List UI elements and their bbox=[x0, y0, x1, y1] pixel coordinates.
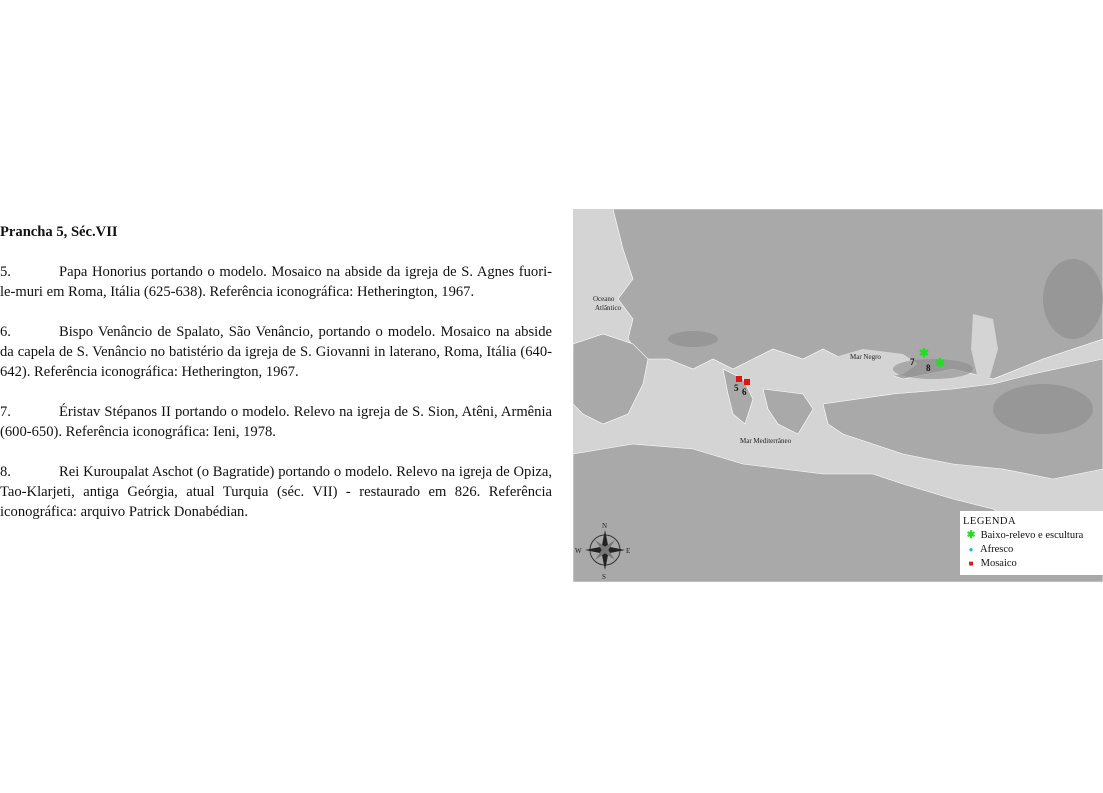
entry-number: 5. bbox=[0, 264, 11, 280]
compass-n: N bbox=[602, 522, 608, 530]
compass-e: E bbox=[626, 547, 631, 555]
legend-title: LEGENDA bbox=[963, 516, 1017, 527]
asterisk-icon: ✱ bbox=[966, 530, 976, 541]
entry-number: 6. bbox=[0, 324, 11, 340]
label-atlantic-2: Atlântico bbox=[595, 304, 622, 312]
marker-5-label: 5 bbox=[734, 383, 739, 393]
entry-7 bbox=[0, 402, 552, 442]
compass-w: W bbox=[575, 547, 582, 555]
label-mediterranean: Mar Mediterrâneo bbox=[740, 437, 792, 445]
entry-text: Papa Honorius portando o modelo. Mosaico na abside da igreja de S. Agnes fuori-le-muri em Roma, Itália (625-638). Referência iconográfica: Hetherington, 1967. bbox=[0, 264, 552, 300]
square-icon: ■ bbox=[968, 559, 974, 568]
plate-title: Prancha 5, Séc.VII bbox=[0, 224, 118, 240]
marker-8-label: 8 bbox=[926, 363, 931, 373]
legend-label: Mosaico bbox=[980, 558, 1017, 569]
marker-7-relief: ✱ bbox=[919, 346, 930, 360]
compass-s: S bbox=[602, 573, 606, 581]
label-atlantic-1: Oceano bbox=[593, 295, 615, 303]
entry-number: 7. bbox=[0, 404, 11, 420]
marker-7-label: 7 bbox=[910, 357, 915, 367]
marker-6-mosaic bbox=[744, 379, 750, 385]
legend-item-mosaic bbox=[964, 557, 1103, 571]
dot-icon: ● bbox=[968, 545, 974, 554]
entry-6 bbox=[0, 322, 552, 382]
map-figure bbox=[573, 209, 1103, 582]
map-legend bbox=[960, 511, 1103, 575]
legend-label: Baixo-relevo e escultura bbox=[980, 530, 1084, 541]
entry-number: 8. bbox=[0, 464, 11, 480]
legend-item-fresco bbox=[964, 543, 1103, 557]
entry-text: Éristav Stépanos II portando o modelo. Relevo na igreja de S. Sion, Atêni, Armênia (600-650). Referência iconográfica: Ieni, 1978. bbox=[0, 404, 552, 440]
legend-item-relief bbox=[964, 529, 1103, 543]
label-black-sea: Mar Negro bbox=[850, 353, 881, 361]
entry-8 bbox=[0, 462, 552, 522]
marker-6-label: 6 bbox=[742, 387, 747, 397]
entry-5 bbox=[0, 262, 552, 302]
plate-text bbox=[0, 222, 552, 542]
marker-8-relief: ✱ bbox=[935, 356, 946, 370]
entry-text: Rei Kuroupalat Aschot (o Bagratide) portando o modelo. Relevo na igreja de Opiza, Tao-Klarjeti, antiga Geórgia, atual Turquia (séc. VII) - restaurado em 826. Referência iconográfica: arquivo Patrick Donabédian. bbox=[0, 464, 552, 520]
entry-text: Bispo Venâncio de Spalato, São Venâncio, portando o modelo. Mosaico na abside da capela de S. Venâncio no batistério da igreja de S. Giovanni in laterano, Roma, Itália (640-642). Referência iconográfica: Hetherington, 1967. bbox=[0, 324, 552, 380]
marker-5-mosaic bbox=[736, 376, 742, 382]
legend-label: Afresco bbox=[980, 544, 1014, 555]
